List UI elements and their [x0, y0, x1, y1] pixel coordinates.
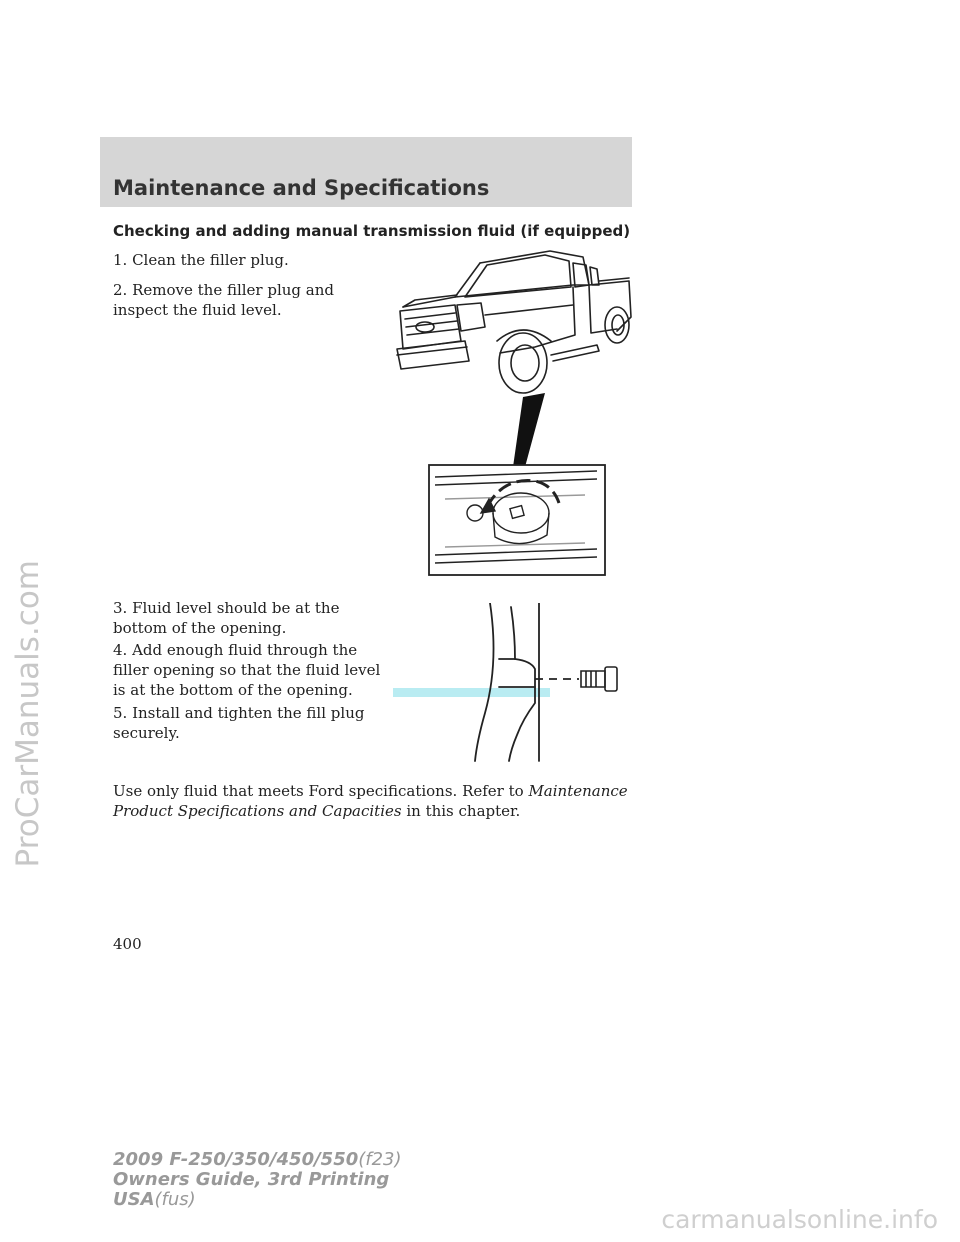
- note-tail: in this chapter.: [401, 802, 521, 820]
- step-3: 3. Fluid level should be at the bottom of the opening.: [113, 599, 340, 637]
- truck-figure: [385, 245, 635, 580]
- step-2: 2. Remove the filler plug and inspect the fluid level.: [113, 281, 335, 319]
- housing-section: [475, 603, 539, 761]
- bottom-watermark: carmanualsonline.info: [661, 1205, 938, 1234]
- step-1: 1. Clean the filler plug.: [113, 251, 289, 269]
- step-4: 4. Add enough fluid through the filler opening so that the fluid level is at the bottom of the opening.: [113, 641, 381, 699]
- side-watermark-text: ProCarManuals.com: [10, 560, 46, 868]
- footer-model: 2009 F-250/350/450/550: [113, 1149, 359, 1170]
- footer-model-code: (f23): [358, 1149, 402, 1170]
- section-heading: Checking and adding manual transmission fluid (if equipped): [113, 222, 631, 240]
- note-reference[interactable]: Maintenance Product Specifications and Capacities: [113, 782, 628, 820]
- pointer-wedge: [513, 393, 545, 467]
- footer-guide: Owners Guide, 3rd Printing: [113, 1169, 390, 1190]
- footer-region-code: (fus): [154, 1189, 196, 1210]
- side-watermark: [2, 560, 62, 1240]
- page-number: 400: [113, 935, 142, 953]
- fill-plug: [581, 667, 617, 691]
- fluid-level-line: [393, 688, 550, 697]
- footer: [113, 1150, 402, 1210]
- note-lead: Use only fluid that meets Ford specifications. Refer to: [113, 782, 529, 800]
- truck-outline: [397, 251, 631, 393]
- fluid-level-figure: [393, 603, 628, 763]
- step-5: 5. Install and tighten the fill plug securely.: [113, 704, 365, 742]
- spec-note: [113, 781, 643, 821]
- page-title: Maintenance and Specifications: [113, 176, 490, 200]
- footer-region: USA: [113, 1189, 155, 1210]
